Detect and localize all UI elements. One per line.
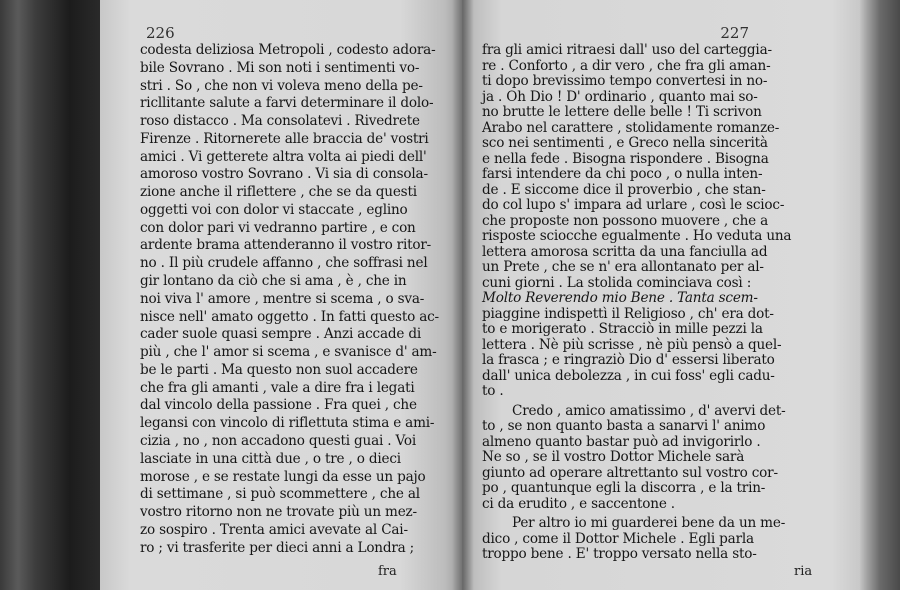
text-line: cizia , no , non accadono questi guai . Voi — [140, 432, 417, 449]
text-line: di settimane , si può scommettere , che al — [140, 486, 420, 503]
catchword-left: fra — [378, 564, 397, 579]
text-line: no brutte le lettere delle belle ! Ti scrivon — [482, 104, 762, 121]
text-line: e nella fede . Bisogna rispondere . Bisogna — [482, 150, 769, 167]
text-line: ja . Oh Dio ! D' ordinario , quanto mai so- — [482, 88, 758, 105]
text-line: Credo , amico amatissimo , d' avervi det- — [512, 402, 786, 419]
text-line: che fra gli amanti , vale a dire fra i legati — [140, 379, 415, 396]
text-line: to , se non quanto basta a sanarvi l' animo — [482, 418, 766, 435]
text-line: dal vincolo della passione . Fra quei , che — [140, 397, 417, 414]
text-line: de . E siccome dice il proverbio , che stan- — [482, 181, 766, 198]
text-line: codesta deliziosa Metropoli , codesto adora- — [140, 42, 436, 58]
text-line: lettera . Nè più scrisse , nè più pensò a quel- — [482, 336, 782, 353]
text-line: be le parti . Ma questo non suol accadere — [140, 361, 418, 378]
page-number-right: 227 — [720, 24, 749, 42]
text-line: ti dopo brevissimo tempo convertesi in no- — [482, 73, 768, 90]
text-line: un Prete , che se n' era allontanato per al- — [482, 259, 764, 276]
text-line: roso distacco . Ma consolatevi . Rivedrete — [140, 113, 420, 130]
text-line: ro ; vi trasferite per dieci anni a Londra ; — [140, 539, 415, 556]
page-number-left: 226 — [146, 24, 175, 42]
text-line: re . Conforto , a dir vero , che fra gli aman- — [482, 57, 771, 74]
catchword-right: ria — [794, 564, 813, 579]
text-line: gir lontano da ciò che si ama , è , che in — [140, 273, 407, 290]
text-line: Per altro io mi guarderei bene da un me- — [512, 515, 786, 532]
text-line: cader suole quasi sempre . Anzi accade di — [140, 326, 421, 343]
text-line: oggetti voi con dolor vi staccate , eglino — [140, 201, 408, 218]
text-line: stri . So , che non vi voleva meno della pe- — [140, 77, 423, 94]
text-line: noi viva l' amore , mentre si scema , o sva- — [140, 290, 425, 307]
text-line: bile Sovrano . Mi son noti i sentimenti vo- — [140, 59, 420, 76]
right-page — [462, 0, 867, 590]
text-line: do col lupo s' impara ad urlare , così le scioc- — [482, 197, 785, 214]
text-line: Ne so , se il vostro Dottor Michele sarà — [482, 449, 745, 466]
text-line: morose , e se restate lungi da esse un pajo — [140, 468, 426, 485]
text-line: la frasca ; e ringraziò Dio d' essersi liberato — [482, 352, 775, 369]
text-line: nisce nell' amato oggetto . In fatti questo ac- — [140, 308, 439, 325]
text-line: dico , come il Dottor Michele . Egli parla — [482, 530, 754, 547]
text-line: che proposte non possono muovere , che a — [482, 212, 769, 229]
text-line: vostro ritorno non ne trovate più un mez- — [140, 504, 417, 521]
text-line: Arabo nel carattere , stolidamente romanze- — [482, 119, 780, 136]
text-line: farsi intendere da chi poco , o nulla inten- — [482, 166, 763, 183]
text-line: almeno quanto bastar può ad invigorirlo . — [482, 433, 761, 450]
text-line: Molto Reverendo mio Bene . Tanta scem- — [482, 290, 758, 307]
page-edge — [860, 0, 900, 590]
text-line: sco nei sentimenti , e Greco nella sincerità — [482, 135, 768, 152]
text-line: po , quantunque egli la discorra , e la trin- — [482, 480, 766, 497]
text-line: no . Il più crudele affanno , che soffrasi nel — [140, 255, 428, 272]
text-line: lasciate in una città due , o tre , o dieci — [140, 450, 401, 467]
text-line: amici . Vi getterete altra volta ai piedi dell' — [140, 148, 427, 165]
text-line: cuni giorni . La stolida cominciava così : — [482, 274, 752, 291]
book-gutter — [452, 0, 474, 590]
text-line: giunto ad operare altrettanto sul vostro cor- — [482, 464, 778, 481]
text-line: lettera amorosa scritta da una fanciulla ad — [482, 243, 768, 260]
text-line: ardente brama attenderanno il vostro ritor- — [140, 237, 432, 254]
text-line: zo sospiro . Trenta amici avevate al Cai- — [140, 521, 408, 538]
text-line: legansi con vincolo di riflettuta stima e ami- — [140, 415, 435, 432]
text-line: to e morigerato . Stracciò in mille pezzi la — [482, 321, 763, 338]
text-line: più , che l' amor si scema , e svanisce d' am- — [140, 344, 437, 361]
text-line: con dolor pari vi vedranno partire , e con — [140, 219, 416, 236]
text-line: dall' unica debolezza , in cui foss' egli cadu- — [482, 367, 775, 384]
text-line: risposte sciocche egualmente . Ho veduta una — [482, 228, 792, 245]
text-line: ci da erudito , e saccentone . — [482, 495, 675, 512]
text-line: troppo bene . E' troppo versato nella sto- — [482, 546, 757, 563]
text-line: ricllitante salute a farvi determinare il dolo- — [140, 95, 434, 112]
text-line: zione anche il riflettere , che se da questi — [140, 184, 417, 201]
text-line: amoroso vostro Sovrano . Vi sia di consola- — [140, 166, 428, 183]
text-line: to . — [482, 383, 504, 400]
text-line: fra gli amici ritraesi dall' uso del carteggia- — [482, 42, 772, 58]
text-line: piaggine indispettì il Religioso , ch' era dot- — [482, 305, 774, 322]
left-page — [100, 0, 462, 590]
text-line: Firenze . Ritornerete alle braccia de' vostri — [140, 130, 429, 147]
